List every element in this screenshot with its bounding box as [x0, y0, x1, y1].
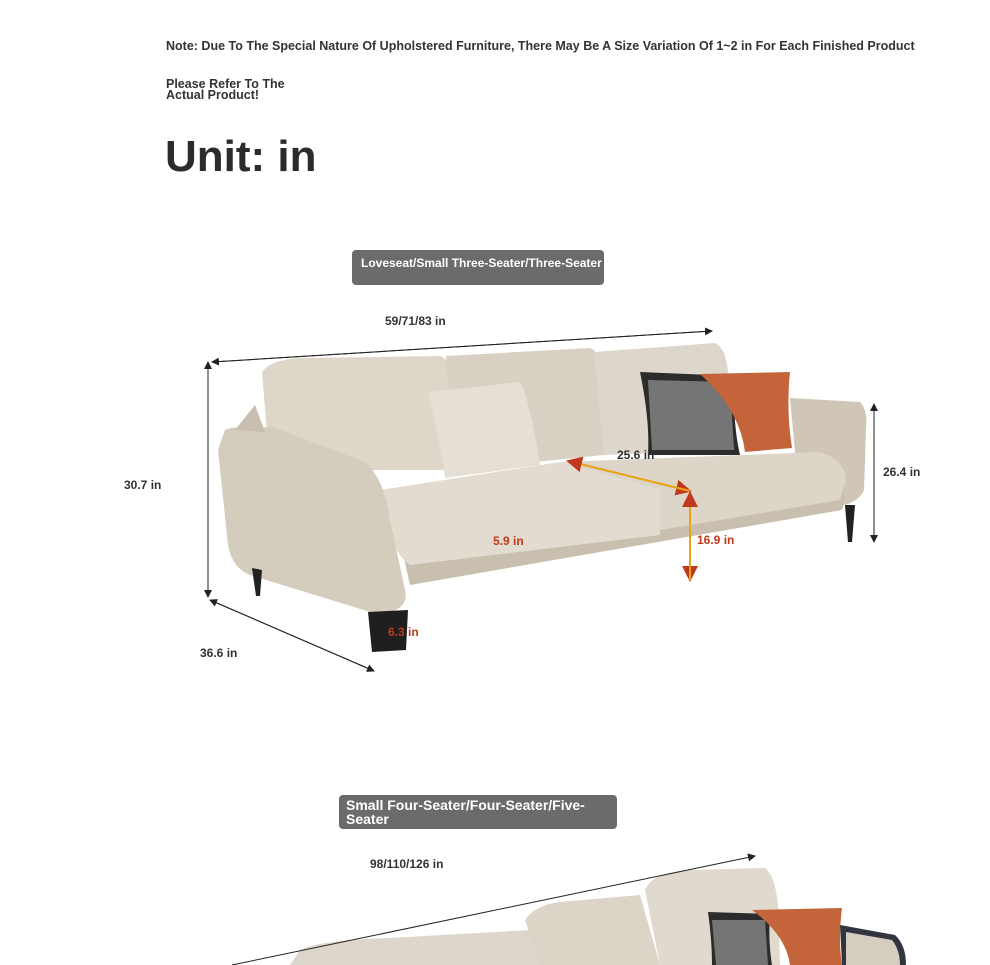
sofa-illustration-1: [218, 343, 866, 652]
seat-height-label: 16.9 in: [697, 533, 735, 547]
section1-label: Loveseat/Small Three-Seater/Three-Seater: [352, 250, 604, 285]
height-label: 30.7 in: [124, 478, 162, 492]
depth-dimension-line-reverse: [210, 600, 374, 671]
note-line-2: Please Refer To The Actual Product!: [166, 77, 285, 102]
width-label-2: 98/110/126 in: [370, 857, 444, 871]
seat-thickness-label: 5.9 in: [493, 534, 524, 548]
depth-label: 36.6 in: [200, 646, 238, 660]
leg-height-label: 6.3 in: [388, 625, 419, 639]
sofa-illustration-2: [290, 868, 906, 965]
seat-depth-label: 25.6 in: [617, 448, 655, 462]
width-label: 59/71/83 in: [385, 314, 446, 328]
note-line-1: Note: Due To The Special Nature Of Upholstered Furniture, There May Be A Size Variation Of 1~2 in For Each Finished Product: [166, 39, 915, 53]
arm-height-label: 26.4 in: [883, 465, 921, 479]
section2-label: Small Four-Seater/Four-Seater/Five-Seater: [339, 795, 617, 829]
unit-heading: Unit: in: [165, 132, 317, 181]
